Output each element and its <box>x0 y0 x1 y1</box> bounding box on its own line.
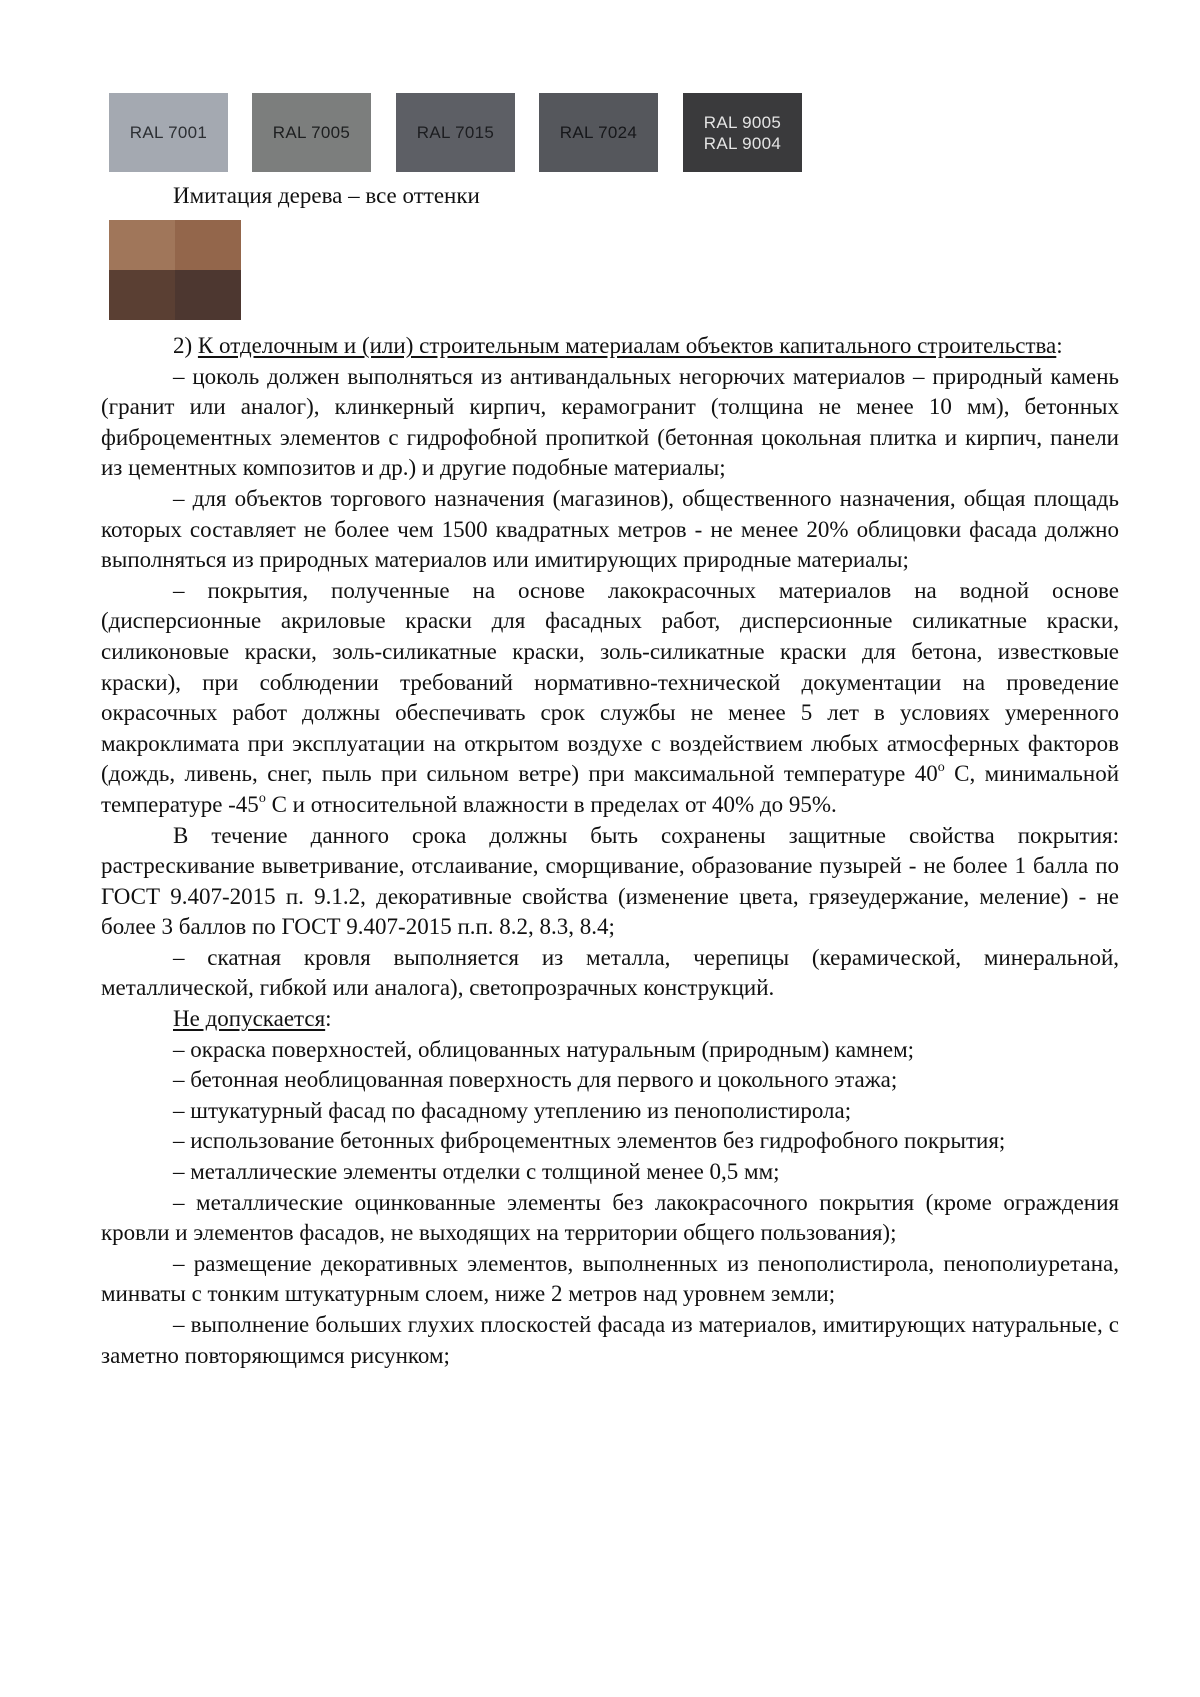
ral-swatch <box>539 93 658 172</box>
not-allowed-item: – бетонная необлицованная поверхность для первого и цокольного этажа; <box>173 1067 898 1093</box>
requirement-trade: – для объектов торгового назначения (магазинов), общественного назначения, общая площадь которых составляет не более чем 1500 квадратных метров - не менее 20% облицовки фасада должно выполняться из природных материалов или имитирующих природные материалы; <box>101 485 1119 573</box>
ral-swatch-label: RAL 7005 <box>272 123 351 142</box>
section-colon: : <box>1056 333 1063 358</box>
not-allowed-item: – металлические оцинкованные элементы без лакокрасочного покрытия (кроме ограждения кровли и элементов фасадов, не выходящих на территории общего пользования); <box>101 1189 1119 1246</box>
wood-caption: Имитация дерева – все оттенки <box>173 183 480 208</box>
coating-text-part: С и относительной влажности в пределах от 40% до 95%. <box>265 791 837 817</box>
not-allowed-item: – выполнение больших глухих плоскостей фасада из материалов, имитирующих натуральные, с заметно повторяющимся рисунком; <box>101 1312 1119 1368</box>
ral-swatch <box>396 93 515 172</box>
requirement-cokol: – цоколь должен выполняться из антивандальных негорючих материалов – природный камень (гранит или аналог), клинкерный кирпич, керамогранит (толщина не менее 10 мм), бетонных фиброцементных элементов с гидрофобной пропиткой (бетонная цокольная плитка и кирпич, панели из цементных композитов и др.) и другие подобные материалы; <box>101 363 1119 481</box>
not-allowed-item: – штукатурный фасад по фасадному утеплению из пенополистирола; <box>173 1097 852 1123</box>
not-allowed-item: – использование бетонных фиброцементных элементов без гидрофобного покрытия; <box>173 1128 1006 1154</box>
wood-tone <box>175 270 241 320</box>
ral-swatch <box>109 93 228 172</box>
coating-text-part: – покрытия, полученные на основе лакокрасочных материалов на водной основе (дисперсионные акриловые краски для фасадных работ, дисперсионные силикатные краски, силиконовые краски, золь-силикатные краски, золь-силикатные краски для бетона, известковые краски), при соблюдении требований нормативно-технической документации на проведение окрасочных работ должны обеспечивать срок службы не менее 5 лет в условиях умеренного макроклимата при эксплуатации на открытом воздухе с воздействием любых атмосферных факторов (дождь, ливень, снег, пыль при сильном ветре) при максимальной температуре 40 <box>101 577 1119 787</box>
wood-tone <box>109 270 175 320</box>
ral-swatch-label: RAL 7024 <box>559 123 638 142</box>
body-text <box>101 331 1119 1371</box>
not-allowed-item: – окраска поверхностей, облицованных натуральным (природным) камнем; <box>173 1036 915 1062</box>
not-allowed-item: – металлические элементы отделки с толщиной менее 0,5 мм; <box>173 1159 780 1185</box>
section-number: 2) <box>173 333 198 358</box>
wood-swatch <box>109 220 241 320</box>
ral-swatch <box>683 93 802 172</box>
ral-swatch-label: RAL 9005 <box>703 112 782 132</box>
ral-swatch-label: RAL 7001 <box>129 123 208 142</box>
requirement-term: В течение данного срока должны быть сохранены защитные свойства покрытия: растрескивание выветривание, отслаивание, сморщивание, образование пузырей - не более 1 балла по ГОСТ 9.407-2015 п. 9.1.2, декоративные свойства (изменение цвета, грязеудержание, меление) - не более 3 баллов по ГОСТ 9.407-2015 п.п. 8.2, 8.3, 8.4; <box>101 822 1119 940</box>
degree-sign: o <box>258 791 266 807</box>
degree-sign: o <box>937 760 945 776</box>
wood-tone <box>109 220 175 270</box>
section-heading <box>101 331 1119 362</box>
ral-swatch-label: RAL 9004 <box>703 133 782 153</box>
not-allowed-item: – размещение декоративных элементов, выполненных из пенополистирола, пенополиуретана, минваты с тонким штукатурным слоем, ниже 2 метров над уровнем земли; <box>101 1250 1119 1307</box>
ral-swatch <box>252 93 371 172</box>
wood-tone <box>175 220 241 270</box>
not-allowed-title: Не допускается <box>173 1006 326 1032</box>
requirement-roof: – скатная кровля выполняется из металла, черепицы (керамической, минеральной, металлической, гибкой или аналога), светопрозрачных конструкций. <box>101 944 1119 1001</box>
section-title: К отделочным и (или) строительным материалам объектов капитального строительства <box>197 333 1057 358</box>
coating-text-part: С, минимальной температуре -45 <box>101 761 1119 817</box>
not-allowed-colon: : <box>325 1006 332 1032</box>
requirement-coating <box>101 576 1119 821</box>
not-allowed-heading <box>101 1004 1119 1035</box>
ral-swatch-label: RAL 7015 <box>416 123 495 142</box>
